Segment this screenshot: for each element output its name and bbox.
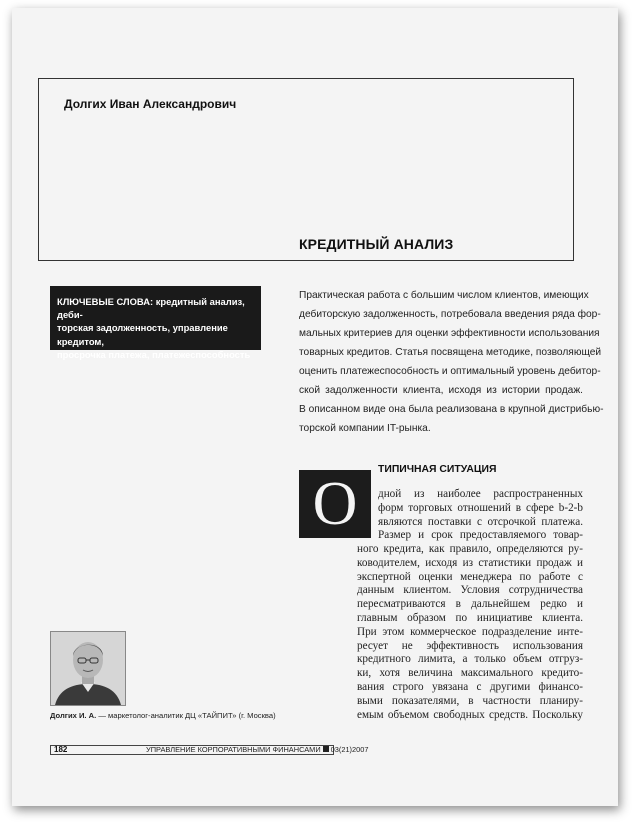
page-number: 182	[54, 745, 68, 754]
abstract-line: Практическая работа с большим числом клиентов, имеющих	[299, 290, 589, 301]
body-line: являются поставки с отсрочкой платежа.	[378, 515, 583, 528]
caption-name: Долгих И. А.	[50, 711, 97, 720]
abstract-line: товарных кредитов. Статья посвящена методике, позволяющей	[299, 347, 602, 358]
body-line: ководителем, исходя из статистики продаж и	[357, 556, 583, 569]
abstract-line: торской компании IT-рынка.	[299, 423, 431, 434]
body-text-narrow	[378, 488, 583, 543]
body-line: дной из наиболее распространенных	[378, 488, 583, 500]
article-title: КРЕДИТНЫЙ АНАЛИЗ	[299, 236, 454, 252]
journal-name: УПРАВЛЕНИЕ КОРПОРАТИВНЫМИ ФИНАНСАМИ	[146, 745, 321, 754]
keywords-label: КЛЮЧЕВЫЕ СЛОВА:	[57, 296, 154, 307]
caption-text: — маркетолог-аналитик ДЦ «ТАЙПИТ» (г. Москва)	[96, 711, 276, 720]
body-line: выми показателями, в частности планиру-	[357, 694, 583, 707]
body-line: экспертной оценки менеджера по работе с	[357, 570, 583, 583]
body-line: данным клиентом. Условия сотрудничества	[357, 584, 583, 597]
abstract-line: оценить платежеспособность и оптимальный уровень дебитор-	[299, 366, 601, 377]
author-caption	[50, 711, 276, 720]
journal-footer	[146, 745, 368, 755]
abstract-line: дебиторскую задолженность, потребовала введения ряда фор-	[299, 309, 601, 320]
keywords-line-3: просрочка платежа, платежеспособность	[57, 348, 251, 360]
body-line: главным образом по инициативе клиента.	[357, 611, 583, 624]
keywords-box	[50, 286, 261, 360]
journal-issue: 03(21)2007	[330, 745, 369, 754]
body-line: кредитного лимита, а только объем отгруз-	[357, 653, 583, 666]
author-photo	[50, 631, 126, 706]
body-line: форм торговых отношений в сфере b-2-b	[378, 501, 583, 514]
square-separator-icon	[323, 746, 329, 752]
body-line: емым объемом свободных средств. Поскольку	[357, 708, 583, 721]
abstract-line: мальных критериев для оценки эффективности использования	[299, 328, 600, 339]
abstract-line: В описанном виде она была реализована в крупной дистрибью-	[299, 404, 604, 415]
body-line: пересматриваются в дальнейшем редко и	[357, 598, 583, 611]
body-text-wide	[357, 543, 583, 722]
section-heading: ТИПИЧНАЯ СИТУАЦИЯ	[378, 464, 497, 475]
keywords-line-2: торская задолженность, управление кредитом,	[57, 322, 228, 347]
body-line: При этом коммерческое подразделение инте-	[357, 625, 583, 638]
portrait-image	[51, 632, 125, 705]
drop-cap: О	[299, 470, 371, 538]
abstract	[299, 286, 604, 438]
author-name: Долгих Иван Александрович	[64, 97, 237, 111]
body-line: вания строго увязана с другими финансо-	[357, 680, 583, 693]
body-line: Размер и срок предоставляемого товар-	[378, 529, 583, 542]
keywords-line-1: кредитный анализ, деби-	[57, 296, 245, 321]
body-line: ного кредита, как правило, определяются ру-	[357, 543, 583, 555]
abstract-line: ской задолженности клиента, исходя из истории продаж.	[299, 385, 583, 396]
body-line: ки, хотя величина максимального кредито-	[357, 667, 583, 680]
body-line: ресует не эффективность использования	[357, 639, 583, 652]
